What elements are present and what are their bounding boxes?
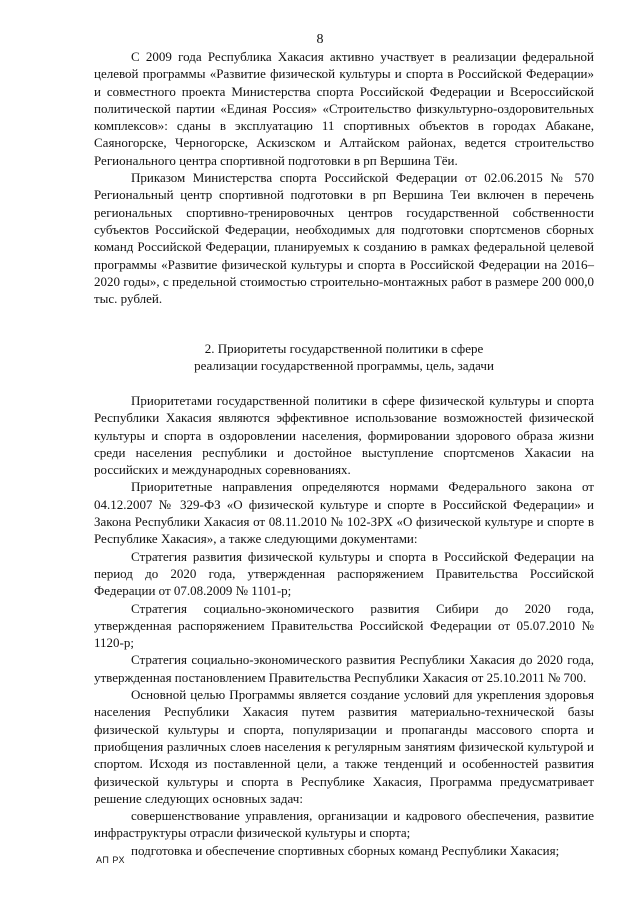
section-heading <box>94 340 594 375</box>
footer-label: АП РХ <box>96 855 125 865</box>
paragraph-strategy-russia: Стратегия развития физической культуры и спорта в Российской Федерации на период до 2020 года, утвержденная распоряжением Правительства Российской Федерации от 07.08.2009 № 1101-р; <box>94 548 594 599</box>
paragraph-2009-program: С 2009 года Республика Хакасия активно участвует в реализации федеральной целевой программы «Развитие физической культуры и спорта в Российской Федерации» и совместного проекта Министерства спорта Российской Федерации и Всероссийской политической партии «Единая Россия» «Строительство физкультурно-оздоровительных комплексов»: сданы в эксплуатацию 11 спортивных объектов в городах Абакане, Саяногорске, Черногорске, Аскизском и Алтайском районах, ведется строительство Регионального центра спортивной подготовки в рп Вершина Тёи. <box>94 49 594 168</box>
intro-text-block <box>94 48 594 307</box>
paragraph-task-teams: подготовка и обеспечение спортивных сборных команд Республики Хакасия; <box>131 842 560 858</box>
main-text-block <box>94 392 594 859</box>
paragraph-task-management: совершенствование управления, организации и кадрового обеспечения, развитие инфраструктуры отрасли физической культуры и спорта; <box>94 808 594 841</box>
paragraph-order-570: Приказом Министерства спорта Российской Федерации от 02.06.2015 № 570 Региональный центр спортивной подготовки в рп Вершина Теи включен в перечень региональных спортивно-тренировочных центров государственной собственности субъектов Российской Федерации, необходимых для подготовки спортсменов сборных команд Российской Федерации, планируемых к созданию в рамках федеральной целевой программы «Развитие физической культуры и спорта в Российской Федерации на 2016–2020 годы», с предельной стоимостью строительно-монтажных работ в размере 200 000,0 тыс. рублей. <box>94 170 594 307</box>
page-number: 8 <box>316 32 324 47</box>
paragraph-priorities: Приоритетами государственной политики в сфере физической культуры и спорта Республики Хакасия являются эффективное использование возможностей физической культуры и спорта в оздоровлении населения, формировании здорового образа жизни среди населения республики и достойное выступление спортсменов Хакасии на российских и международных соревнованиях. <box>94 393 594 478</box>
section-heading-line-1: 2. Приоритеты государственной политики в сфере <box>204 341 484 356</box>
paragraph-strategy-khakassia: Стратегия социально-экономического развития Республики Хакасия до 2020 года, утвержденная постановлением Правительства Республики Хакасия от 25.10.2011 № 700. <box>94 652 594 685</box>
paragraph-strategy-siberia: Стратегия социально-экономического развития Сибири до 2020 года, утвержденная распоряжением Правительства Российской Федерации от 05.07.2010 № 1120-р; <box>94 600 594 651</box>
paragraph-priority-directions: Приоритетные направления определяются нормами Федерального закона от 04.12.2007 № 329-ФЗ «О физической культуре и спорте в Российской Федерации» и Закона Республики Хакасия от 08.11.2010 № 102-ЗРХ «О физической культуре и спорте в Республике Хакасия», а также следующими документами: <box>94 479 594 547</box>
section-heading-line-2: реализации государственной программы, цель, задачи <box>194 358 494 374</box>
paragraph-main-goal: Основной целью Программы является создание условий для укрепления здоровья населения Республики Хакасия путем развития материально-технической базы физической культуры и спорта, популяризации и пропаганды массового спорта и приобщения различных слоев населения к регулярным занятиям физической культурой и спортом. Исходя из поставленной цели, а также тенденций и особенностей развития физической культуры и спорта в Республике Хакасия, Программа предусматривает решение следующих основных задач: <box>94 687 594 806</box>
